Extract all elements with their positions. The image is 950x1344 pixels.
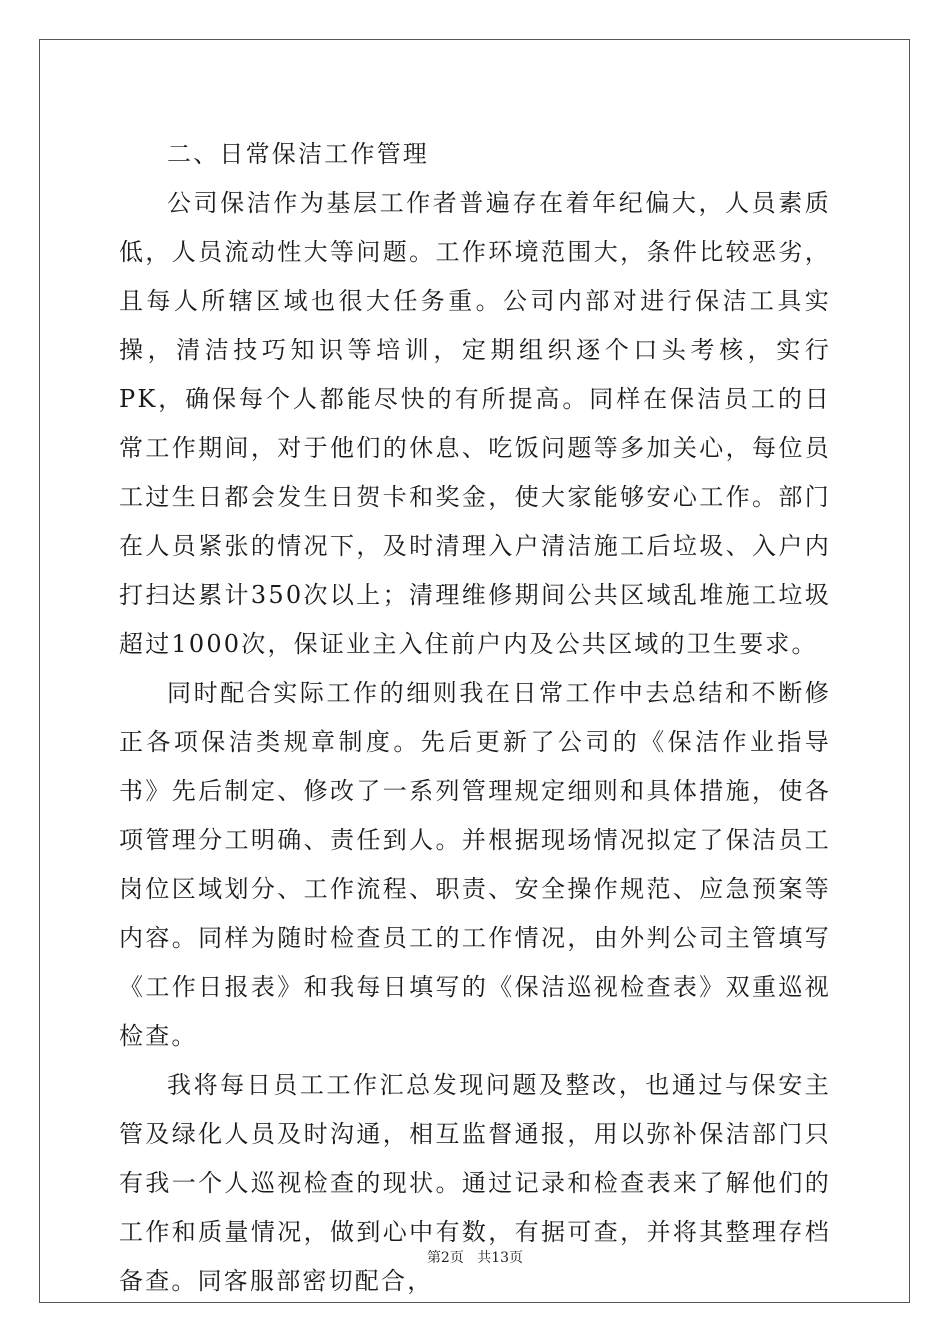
- paragraph-2: 同时配合实际工作的细则我在日常工作中去总结和不断修正各项保洁类规章制度。先后更新了公司的《保洁作业指导书》先后制定、修改了一系列管理规定细则和具体措施，使各项管理分工明确、责任到人。并根据现场情况拟定了保洁员工岗位区域划分、工作流程、职责、安全操作规范、应急预案等内容。同样为随时检查员工的工作情况，由外判公司主管填写《工作日报表》和我每日填写的《保洁巡视检查表》双重巡视检查。: [119, 679, 831, 1050]
- document-body: [119, 130, 831, 1306]
- page-total: 共13页: [477, 1250, 524, 1266]
- paragraph-3: 我将每日员工工作汇总发现问题及整改，也通过与保安主管及绿化人员及时沟通，相互监督通报，用以弥补保洁部门只有我一个人巡视检查的现状。通过记录和检查表来了解他们的工作和质量情况，做到心中有数，有据可查，并将其整理存档备查。同客服部密切配合，: [119, 1071, 831, 1295]
- page-number: 第2页: [426, 1250, 464, 1266]
- paragraph-1: 公司保洁作为基层工作者普遍存在着年纪偏大，人员素质低，人员流动性大等问题。工作环境范围大，条件比较恶劣，且每人所辖区域也很大任务重。公司内部对进行保洁工具实操，清洁技巧知识等培训，定期组织逐个口头考核，实行PK，确保每个人都能尽快的有所提高。同样在保洁员工的日常工作期间，对于他们的休息、吃饭问题等多加关心，每位员工过生日都会发生日贺卡和奖金，使大家能够安心工作。部门在人员紧张的情况下，及时清理入户清洁施工后垃圾、入户内打扫达累计350次以上；清理维修期间公共区域乱堆施工垃圾超过1000次，保证业主入住前户内及公共区域的卫生要求。: [119, 189, 831, 658]
- section-heading: 二、日常保洁工作管理: [167, 140, 429, 168]
- page-footer: [0, 1247, 950, 1267]
